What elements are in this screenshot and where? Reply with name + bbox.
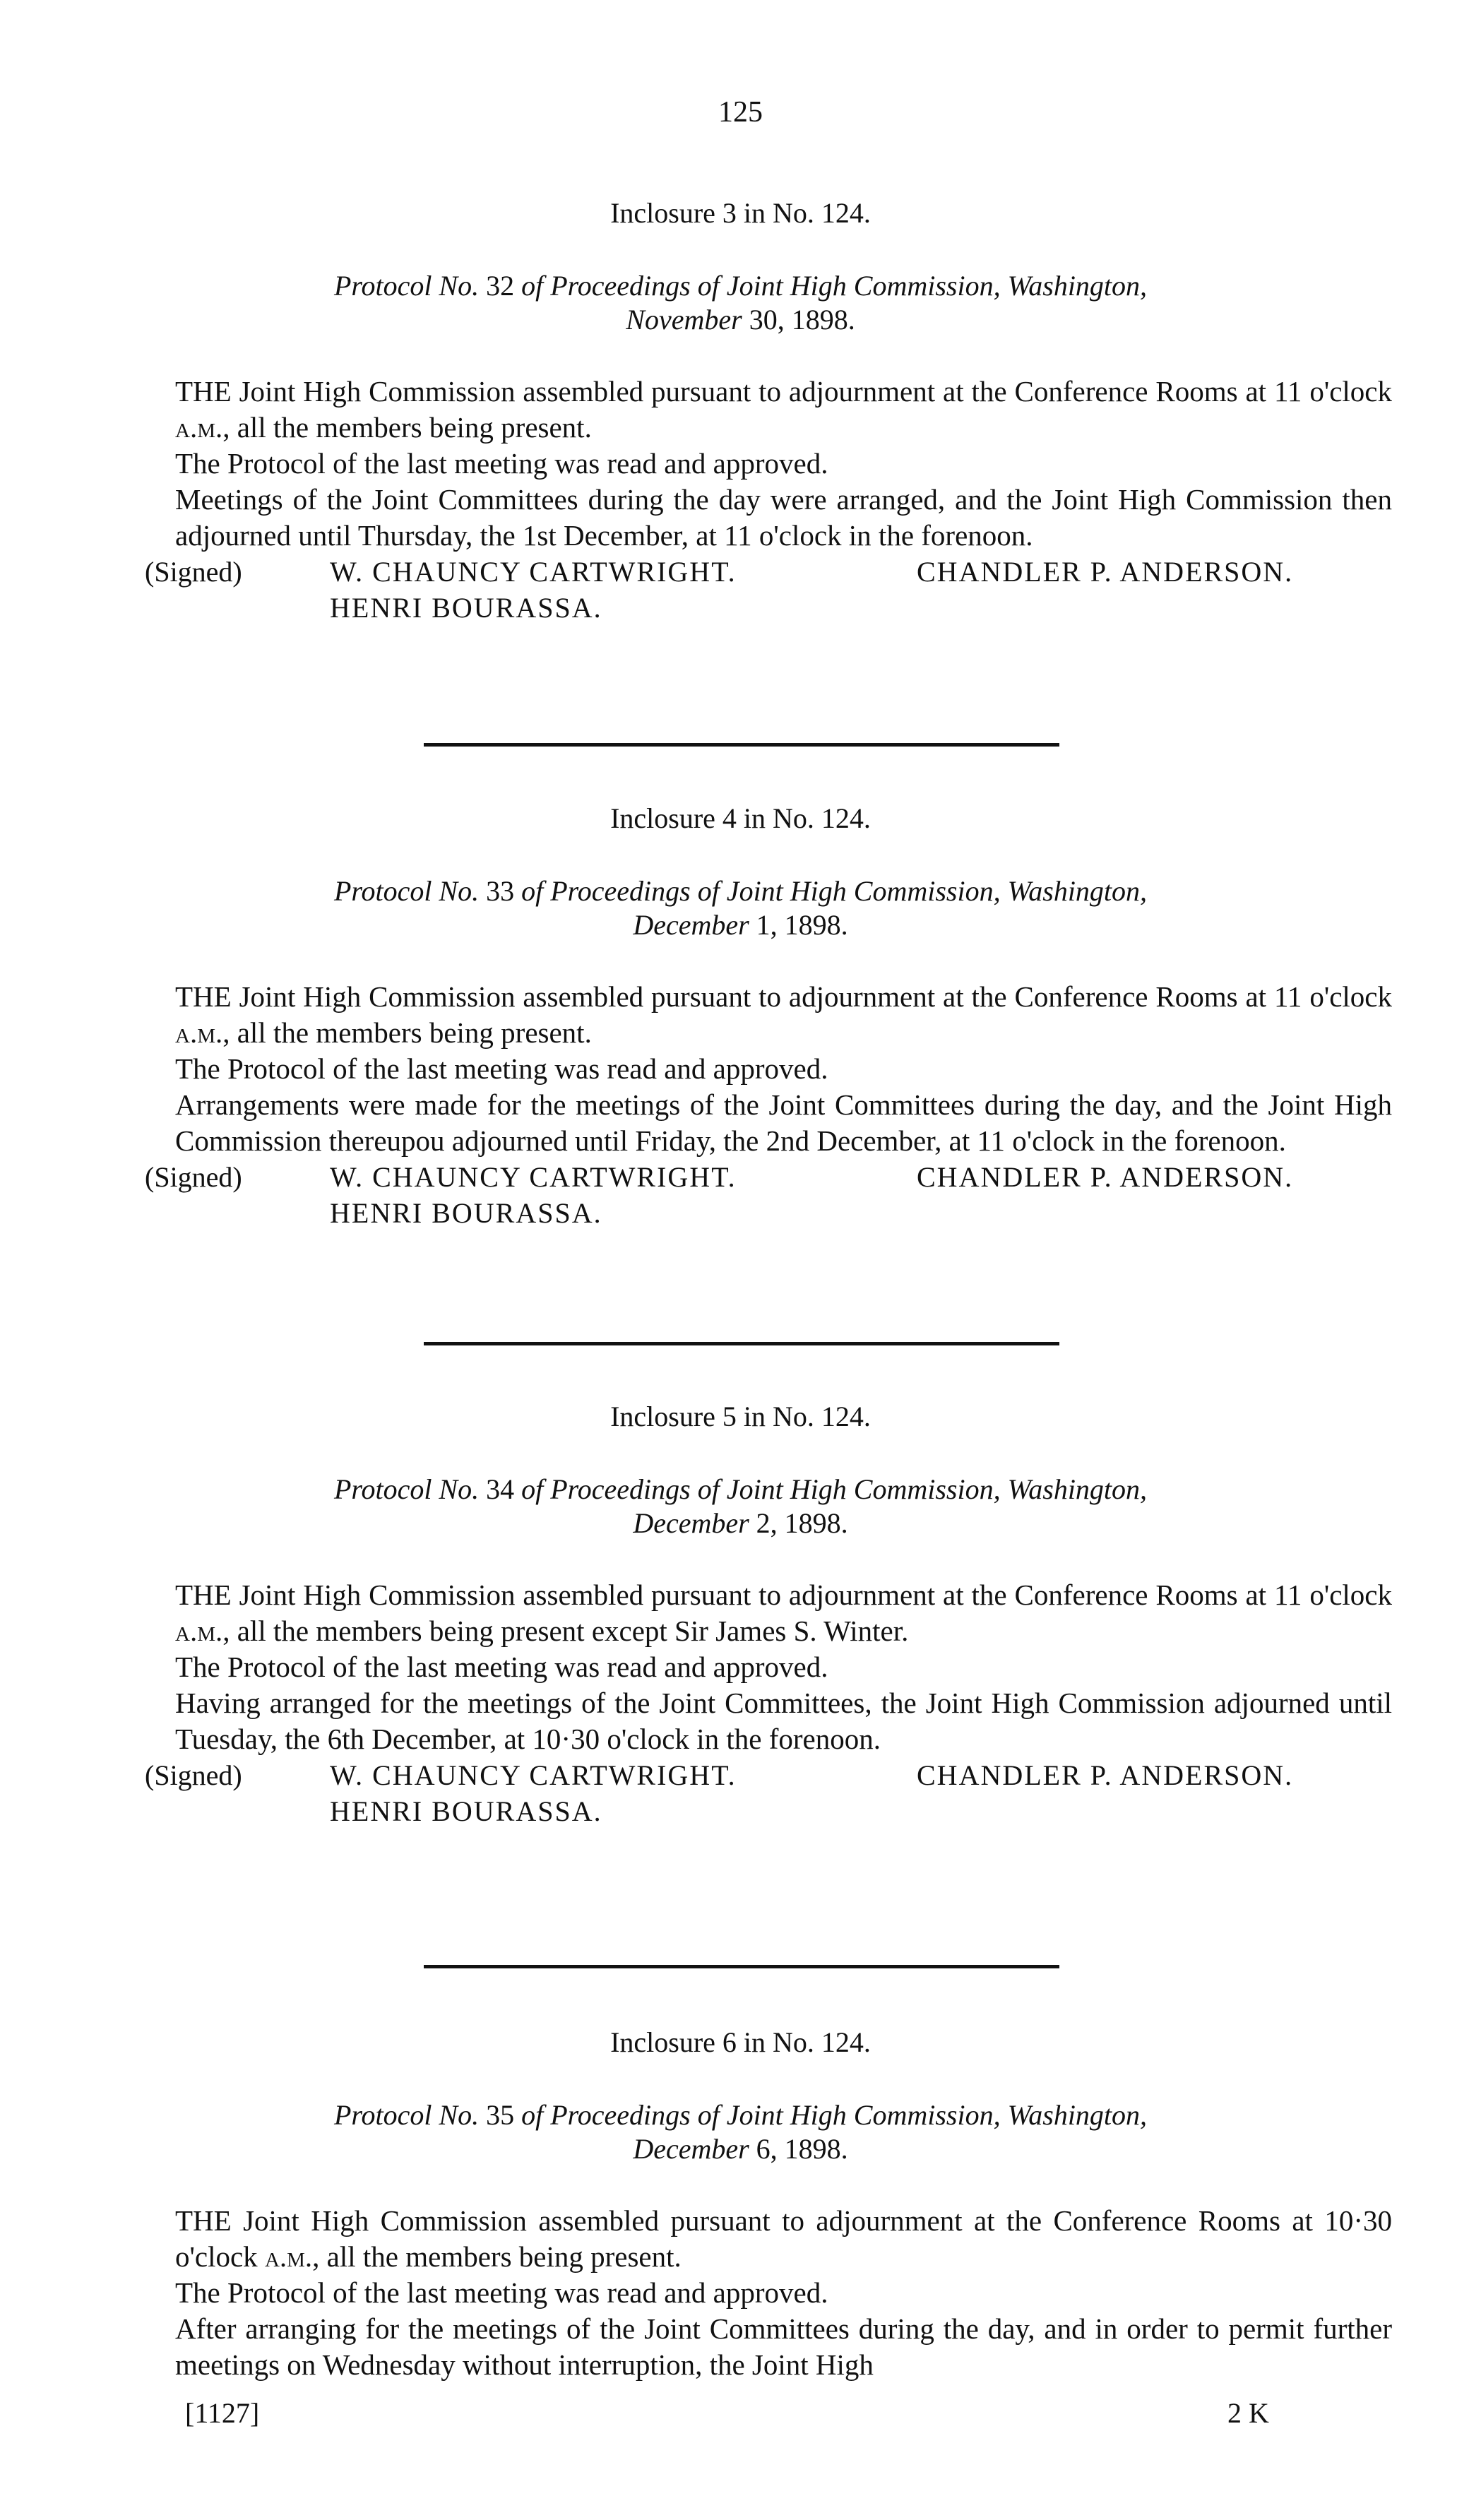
protocol-title: Protocol No. 34 of Proceedings of Joint High Commission, Washington, December 2, 1898.: [333, 1473, 1148, 1539]
section-divider: [424, 1965, 1059, 1968]
paragraph: Meetings of the Joint Committees during the day were arranged, and the Joint High Commission then adjourned until Thursday, the 1st December, at 11 o'clock in the forenoon.: [175, 483, 1392, 552]
inclosure-heading: Inclosure 4 in No. 124.: [610, 802, 871, 834]
inclosure-heading: Inclosure 6 in No. 124.: [610, 2026, 871, 2058]
protocol-title: Protocol No. 35 of Proceedings of Joint High Commission, Washington, December 6, 1898.: [333, 2099, 1148, 2165]
protocol-body: [0, 1577, 1481, 1757]
paragraph: Arrangements were made for the meetings of the Joint Committees during the day, and the Joint High Commission thereupou adjourned until Friday, the 2nd December, at 11 o'clock in the forenoon.: [175, 1088, 1392, 1157]
protocol-body: [0, 374, 1481, 554]
paragraph: THE Joint High Commission assembled pursuant to adjournment at the Conference Rooms at 11 o'clock a.m., all the members being present.: [175, 980, 1392, 1049]
signature-bourassa: HENRI BOURASSA.: [330, 1197, 602, 1229]
signed-label: (Signed): [145, 1161, 242, 1193]
paragraph: THE Joint High Commission assembled pursuant to adjournment at the Conference Rooms at 11 o'clock a.m., all the members being present.: [175, 375, 1392, 444]
signed-label: (Signed): [145, 556, 242, 588]
signature-anderson: CHANDLER P. ANDERSON.: [917, 556, 1294, 588]
paragraph: THE Joint High Commission assembled pursuant to adjournment at the Conference Rooms at 11 o'clock a.m., all the members being present except Sir James S. Winter.: [175, 1579, 1392, 1647]
signed-label: (Signed): [145, 1759, 242, 1791]
inclosure-5-section: [0, 1400, 1481, 1829]
inclosure-heading: Inclosure 3 in No. 124.: [610, 197, 871, 229]
protocol-body: [0, 979, 1481, 1159]
paragraph: The Protocol of the last meeting was read and approved.: [175, 1052, 828, 1085]
signature-bourassa: HENRI BOURASSA.: [330, 592, 602, 624]
signatures: [0, 1159, 1481, 1231]
protocol-title: Protocol No. 33 of Proceedings of Joint High Commission, Washington, December 1, 1898.: [333, 875, 1148, 941]
paragraph: The Protocol of the last meeting was read and approved.: [175, 1651, 828, 1683]
protocol-title: Protocol No. 32 of Proceedings of Joint High Commission, Washington, November 30, 1898.: [333, 270, 1148, 335]
paragraph: After arranging for the meetings of the Joint Committees during the day, and in order to permit further meetings on Wednesday without interruption, the Joint High: [175, 2312, 1392, 2381]
paragraph: The Protocol of the last meeting was read and approved.: [175, 447, 828, 480]
inclosure-6-section: [0, 2026, 1481, 2383]
signature-anderson: CHANDLER P. ANDERSON.: [917, 1161, 1294, 1193]
inclosure-3-section: [0, 196, 1481, 626]
signature-cartwright: W. CHAUNCY CARTWRIGHT.: [330, 1161, 737, 1193]
section-divider: [424, 1342, 1059, 1345]
printer-signature-mark: [1127]: [185, 2397, 260, 2429]
signature-cartwright: W. CHAUNCY CARTWRIGHT.: [330, 556, 737, 588]
signatures: [0, 554, 1481, 626]
signatures: [0, 1757, 1481, 1829]
paragraph: The Protocol of the last meeting was read and approved.: [175, 2276, 828, 2309]
paragraph: THE Joint High Commission assembled pursuant to adjournment at the Conference Rooms at 10·30 o'clock a.m., all the members being present.: [175, 2204, 1392, 2273]
page-footer: [0, 2396, 1481, 2439]
inclosure-heading: Inclosure 5 in No. 124.: [610, 1401, 871, 1432]
protocol-body: [0, 2203, 1481, 2383]
signature-anderson: CHANDLER P. ANDERSON.: [917, 1759, 1294, 1791]
signature-bourassa: HENRI BOURASSA.: [330, 1795, 602, 1827]
signature-cartwright: W. CHAUNCY CARTWRIGHT.: [330, 1759, 737, 1791]
folio-mark: 2 K: [1227, 2397, 1269, 2429]
paragraph: Having arranged for the meetings of the Joint Committees, the Joint High Commission adjourned until Tuesday, the 6th December, at 10·30 o'clock in the forenoon.: [175, 1687, 1392, 1755]
page-number: 125: [718, 96, 763, 129]
inclosure-4-section: [0, 802, 1481, 1231]
section-divider: [424, 743, 1059, 747]
